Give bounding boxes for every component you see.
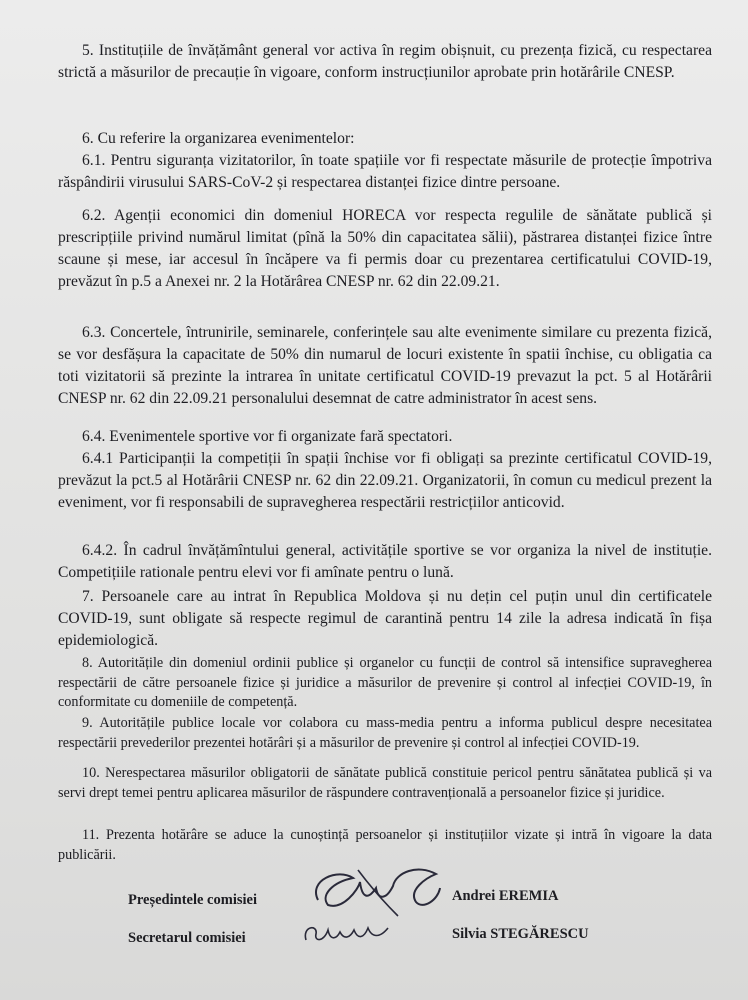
paragraph-6-3: 6.3. Concertele, întrunirile, seminarele, conferințele sau alte evenimente similare cu prezenta fizică, se vor desfășura la capacitate de 50% din numarul de locuri existente în spatii închise, cu obligatia ca toti vizitatorii să prezinte la intrarea în unitate certificatul COVID-19 prevazut la pct. 5 al Hotărârii CNESP nr. 62 din 22.09.21 personalului desemnat de catre administrator în acest sens. [58, 324, 712, 407]
president-signature-icon [298, 860, 448, 922]
paragraph-6-4-1: 6.4.1 Participanții la competiții în spații închise vor fi obligați sa prezinte certificatul COVID-19, prevăzut la pct.5 al Hotărârii CNESP nr. 62 din 22.09.21. Organizatorii, în comun cu medicul prezent la eveniment, vor fi responsabili de supravegherea respectării restricțiilor anticovid. [58, 450, 712, 511]
president-label: Președintele comisiei [128, 892, 257, 908]
paragraph-11: 11. Prezenta hotărâre se aduce la cunoștință persoanelor și instituțiilor vizate și intră în vigoare la data publicării. [58, 827, 712, 863]
paragraph-6-4: 6.4. Evenimentele sportive vor fi organizate fară spectatori. [82, 428, 453, 445]
paragraph-6-2: 6.2. Agenții economici din domeniul HORECA vor respecta regulile de sănătate publică și prescripțiile privind numărul limitat (pînă la 50% din capacitatea sălii), păstrarea distanței fizice între scaune și mese, iar accesul în încăpere va fi permis doar cu prezentarea certificatului COVID-19, prevăzut în p.5 a Anexei nr. 2 la Hotărârea CNESP nr. 62 din 22.09.21. [58, 207, 712, 290]
paragraph-10: 10. Nerespectarea măsurilor obligatorii de sănătate publică constituie pericol pentru sănătatea publică și va servi drept temei pentru aplicarea măsurilor de răspundere contravențională a persoanelor fizice și juridice. [58, 765, 712, 801]
secretary-signature-icon [300, 916, 400, 948]
paragraph-6-1: 6.1. Pentru siguranța vizitatorilor, în toate spațiile vor fi respectate măsurile de protecție împotriva răspândirii virusului SARS-CoV-2 și respectarea distanței fizice dintre persoane. [58, 152, 712, 191]
president-name: Andrei EREMIA [452, 888, 559, 904]
paragraph-8: 8. Autoritățile din domeniul ordinii publice și organelor cu funcții de control să intensifice supravegherea respectării de către persoanele fizice și juridice a măsurilor de prevenire și control al infecției COVID-19, în conformitate cu domeniile de competență. [58, 655, 712, 710]
paragraph-6-4-2: 6.4.2. În cadrul învățămîntului general, activitățile sportive se vor organiza la nivel de instituție. Competițiile rationale pentru elevi vor fi amînate pentru o lună. [58, 542, 712, 581]
paragraph-9: 9. Autoritățile publice locale vor colabora cu mass-media pentru a informa publicul despre necesitatea respectării prevederilor prezentei hotărâri și a măsurilor de prevenire și control al infecției COVID-19. [58, 715, 712, 751]
secretary-name: Silvia STEGĂRESCU [452, 926, 589, 942]
secretary-label: Secretarul comisiei [128, 930, 246, 946]
paragraph-6: 6. Cu referire la organizarea evenimentelor: [82, 130, 355, 147]
paragraph-7: 7. Persoanele care au intrat în Republica Moldova și nu dețin cel puțin unul din certificatele COVID-19, sunt obligate să respecte regimul de carantină pentru 14 zile la adresa indicată în fișa epidemiologică. [58, 588, 712, 649]
paragraph-5: 5. Instituțiile de învățământ general vor activa în regim obișnuit, cu prezența fizică, cu respectarea strictă a măsurilor de precauție în vigoare, conform instrucțiunilor aprobate prin hotărârile CNESP. [58, 42, 712, 81]
